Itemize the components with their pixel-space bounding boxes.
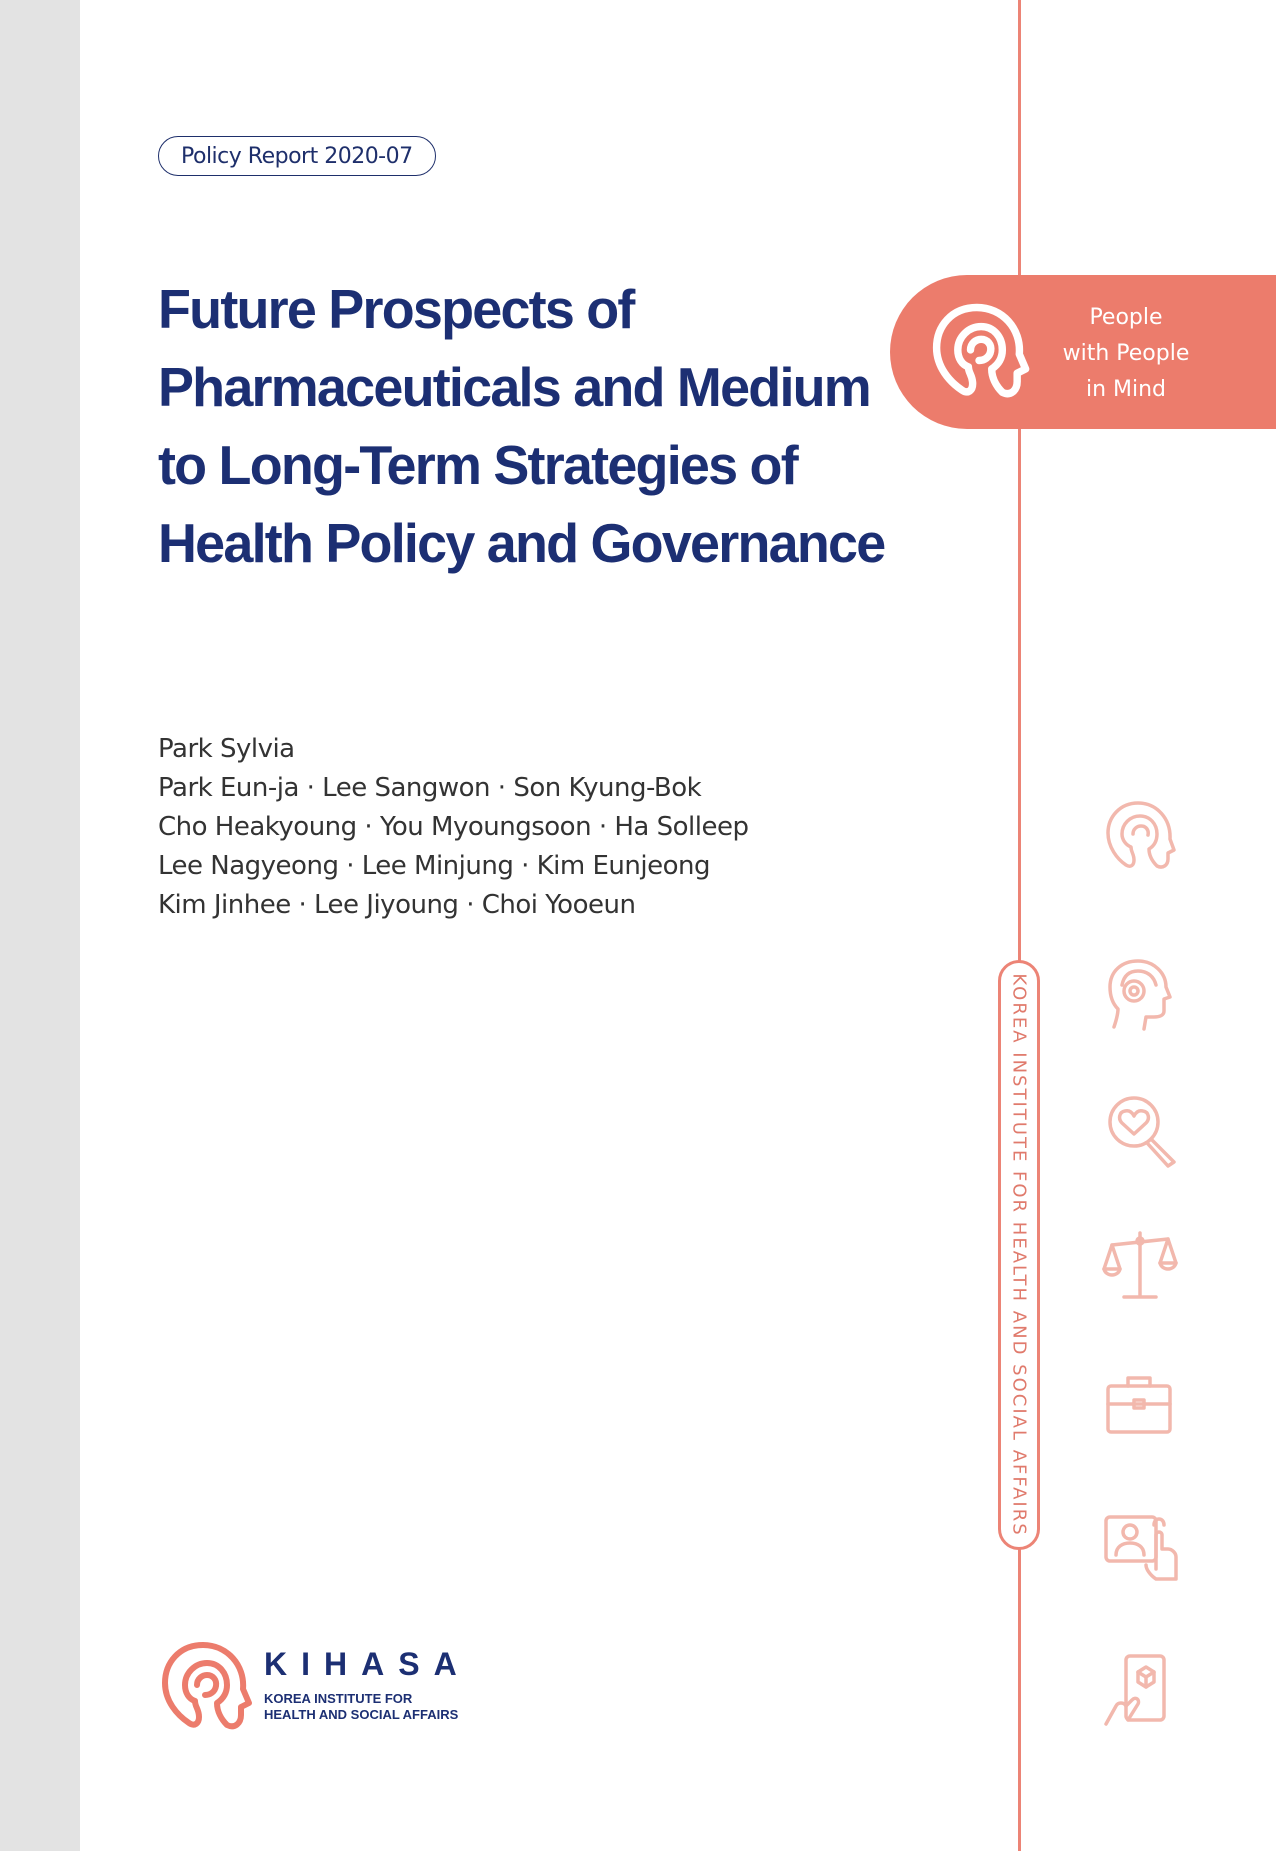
author-line: Park Sylvia [158, 734, 295, 764]
headset-person-icon [1100, 955, 1180, 1035]
left-gray-strip [0, 0, 80, 1851]
balance-scale-icon [1100, 1225, 1180, 1305]
author-line: Kim Jinhee · Lee Jiyoung · Choi Yooeun [158, 890, 636, 920]
kihasa-sub-line: HEALTH AND SOCIAL AFFAIRS [264, 1707, 459, 1722]
kihasa-sub-line: KOREA INSTITUTE FOR [264, 1691, 413, 1706]
organization-name-vertical: KOREA INSTITUTE FOR HEALTH AND SOCIAL AFFAIRS [1008, 973, 1030, 1537]
title-line: Future Prospects of [158, 278, 634, 340]
author-line: Park Eun-ja · Lee Sangwon · Son Kyung-Bok [158, 773, 702, 803]
kihasa-wordmark: KIHASA [264, 1646, 471, 1682]
id-card-touch-icon [1100, 1505, 1182, 1585]
head-logo-icon [926, 299, 1032, 405]
author-line: Lee Nagyeong · Lee Minjung · Kim Eunjeong [158, 851, 710, 881]
kihasa-full-name [264, 1691, 458, 1723]
author-list [158, 730, 748, 925]
head-outline-icon [1100, 797, 1180, 877]
title-line: Pharmaceuticals and Medium [158, 356, 870, 418]
title-line: to Long-Term Strategies of [158, 434, 797, 496]
tagline-line: in Mind [1085, 377, 1167, 402]
tagline-line: with People [1062, 341, 1190, 366]
title-line: Health Policy and Governance [158, 512, 885, 574]
kihasa-logo-icon [155, 1637, 255, 1737]
author-line: Cho Heakyoung · You Myoungsoon · Ha Solleep [158, 812, 749, 842]
tagline [1038, 300, 1214, 408]
report-title [158, 270, 903, 582]
briefcase-icon [1102, 1370, 1182, 1440]
report-number-badge: Policy Report 2020-07 [158, 136, 436, 176]
phone-package-icon [1102, 1650, 1180, 1730]
heart-magnifier-icon [1102, 1090, 1182, 1170]
tagline-line: People [1089, 305, 1163, 330]
